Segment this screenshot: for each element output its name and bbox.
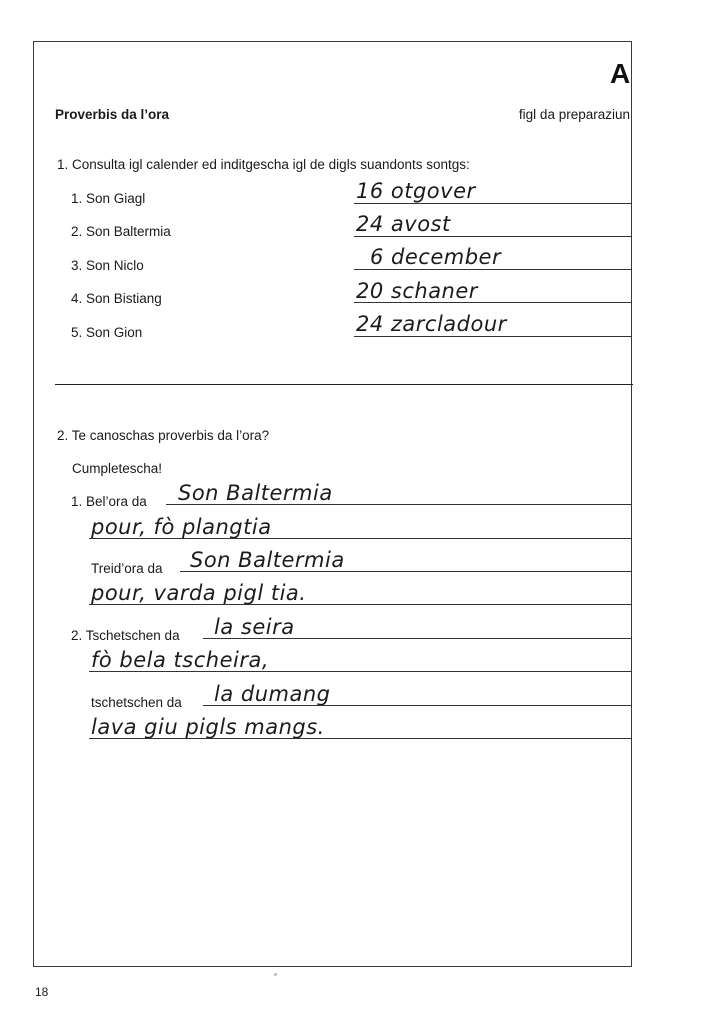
saint-date-answer-3: 6 december bbox=[370, 245, 502, 269]
saint-label-5: 5. Son Gion bbox=[71, 325, 143, 340]
scan-speck bbox=[274, 973, 277, 976]
answer-line-2 bbox=[354, 236, 632, 237]
page-number: 18 bbox=[35, 985, 49, 999]
proverb2-answer-1: la seira bbox=[214, 615, 295, 639]
section-letter: A bbox=[610, 58, 631, 89]
proverb2-line-4 bbox=[89, 738, 632, 739]
task2-instruction: Cumpletescha! bbox=[72, 461, 163, 476]
answer-line-3 bbox=[354, 269, 632, 270]
proverb1-answer-2: pour, fò plangtia bbox=[91, 515, 272, 539]
proverb2-label-1: 2. Tschetschen da bbox=[71, 628, 180, 643]
proverb1-line-3 bbox=[180, 571, 632, 572]
proverb1-line-4 bbox=[89, 604, 632, 605]
saint-label-3: 3. Son Niclo bbox=[71, 258, 144, 273]
proverb2-answer-2: fò bela tscheira, bbox=[91, 648, 270, 672]
task1-instruction: 1. Consulta igl calender ed inditgescha igl de digls suandonts sontgs: bbox=[57, 157, 470, 172]
proverb1-line-1 bbox=[166, 504, 632, 505]
proverb1-label-1: 1. Bel’ora da bbox=[71, 494, 147, 509]
proverb1-answer-4: pour, varda pigl tia. bbox=[91, 581, 307, 605]
proverb1-label-2: Treid’ora da bbox=[91, 561, 163, 576]
answer-line-5 bbox=[354, 336, 632, 337]
saint-label-1: 1. Son Giagl bbox=[71, 191, 146, 206]
proverb1-line-2 bbox=[89, 538, 632, 539]
proverb1-answer-1: Son Baltermia bbox=[178, 481, 333, 505]
section-divider bbox=[55, 384, 633, 385]
proverb2-label-2: tschetschen da bbox=[91, 695, 182, 710]
proverb2-answer-3: la dumang bbox=[214, 682, 331, 706]
worksheet-subtitle: figl da preparaziun bbox=[518, 107, 630, 122]
worksheet-title: Proverbis da l’ora bbox=[55, 107, 170, 122]
proverb2-answer-4: lava giu pigls mangs. bbox=[91, 715, 325, 739]
proverb1-answer-3: Son Baltermia bbox=[190, 548, 345, 572]
saint-label-2: 2. Son Baltermia bbox=[71, 224, 171, 239]
saint-label-4: 4. Son Bistiang bbox=[71, 291, 162, 306]
proverb2-line-3 bbox=[203, 705, 632, 706]
answer-line-4 bbox=[354, 302, 632, 303]
saint-date-answer-1: 16 otgover bbox=[356, 179, 476, 203]
answer-line-1 bbox=[354, 203, 632, 204]
saint-date-answer-4: 20 schaner bbox=[356, 279, 478, 303]
proverb2-line-2 bbox=[89, 671, 632, 672]
task2-question: 2. Te canoschas proverbis da l’ora? bbox=[57, 428, 270, 443]
saint-date-answer-5: 24 zarcladour bbox=[356, 312, 507, 336]
proverb2-line-1 bbox=[203, 638, 632, 639]
saint-date-answer-2: 24 avost bbox=[356, 212, 451, 236]
